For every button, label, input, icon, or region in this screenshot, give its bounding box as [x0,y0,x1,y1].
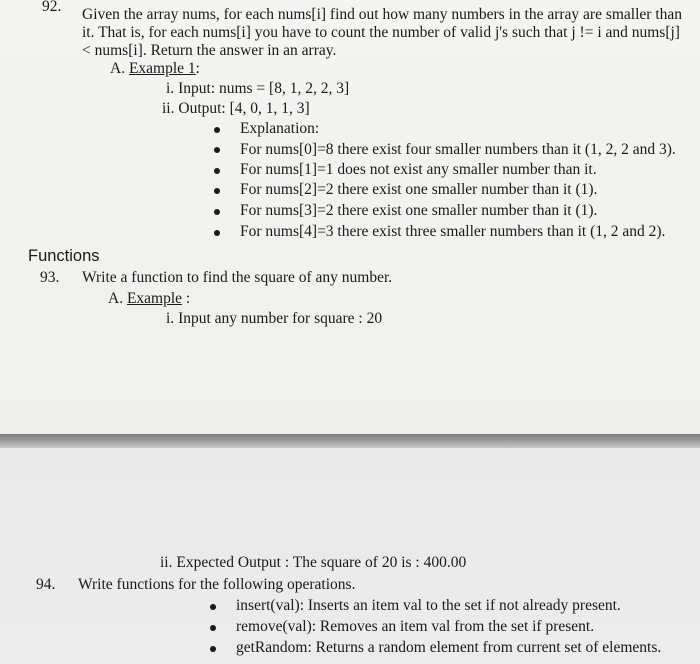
q94-bullet-item: getRandom: Returns a random element from current set of elements. [236,639,662,656]
q93-input-row [166,310,382,328]
q92-bullet-item: For nums[3]=2 there exist one smaller number than it (1). [240,202,598,219]
q92-bullet-item: For nums[1]=1 does not exist any smaller number than it. [240,161,597,178]
q92-text-line-2: it. That is, for each nums[i] you have to count the number of valid j's such that j != i and nums[j] [82,24,680,41]
bullet-dot [210,625,216,631]
q92-number: 92. [42,0,62,15]
q93-expected: Expected Output : The square of 20 is : 400.00 [176,554,467,571]
q92-example-prefix: A. [110,60,126,77]
q92-output: Output: [4, 0, 1, 1, 3] [178,100,310,117]
page-divider-band [0,434,700,448]
q92-bullet-item: Explanation: [240,120,320,137]
q93-example-heading [108,290,190,308]
q93-expected-row [160,554,466,572]
q94-bullet-item: remove(val): Removes an item val from the set if present. [236,618,595,635]
q92-input-row [166,80,349,98]
bullet-dot [210,646,216,652]
bullet-dot [214,209,220,215]
q92-example-heading [110,60,200,78]
q92-input-prefix: i. [166,80,175,97]
bullet-dot [214,127,220,133]
q92-text-line-3: < nums[i]. Return the answer in an array. [82,42,337,59]
bullet-dot [214,230,220,236]
bullet-dot [214,168,220,174]
q93-example-suffix: : [182,290,191,307]
q93-input-prefix: i. [166,310,175,327]
q93-text: Write a function to find the square of any number. [82,269,393,286]
q93-number: 93. [40,269,60,286]
q94-number: 94. [36,576,56,593]
section-heading-functions: Functions [28,247,100,265]
q93-expected-prefix: ii. [160,554,173,571]
q92-output-row [162,100,310,118]
q92-text-line-1: Given the array nums, for each nums[i] find out how many numbers in the array are smaller than [82,6,683,23]
q92-output-prefix: ii. [162,100,175,117]
bullet-dot [210,604,216,610]
q92-example-label: Example 1 [128,60,196,77]
q92-example-suffix: : [195,60,200,77]
q92-bullet-item: For nums[0]=8 there exist four smaller numbers than it (1, 2, 2 and 3). [240,141,676,158]
q92-bullet-item: For nums[2]=2 there exist one smaller number than it (1). [240,181,598,198]
q94-bullet-item: insert(val): Inserts an item val to the set if not already present. [236,597,621,614]
q94-text: Write functions for the following operations. [78,576,356,593]
bullet-dot [214,147,220,153]
q92-input: Input: nums = [8, 1, 2, 2, 3] [178,80,350,97]
q92-bullet-item: For nums[4]=3 there exist three smaller numbers than it (1, 2 and 2). [240,223,666,240]
q93-input: Input any number for square : 20 [178,310,383,327]
q93-example-label: Example [126,290,183,307]
q93-example-prefix: A. [108,290,124,307]
bullet-dot [214,188,220,194]
